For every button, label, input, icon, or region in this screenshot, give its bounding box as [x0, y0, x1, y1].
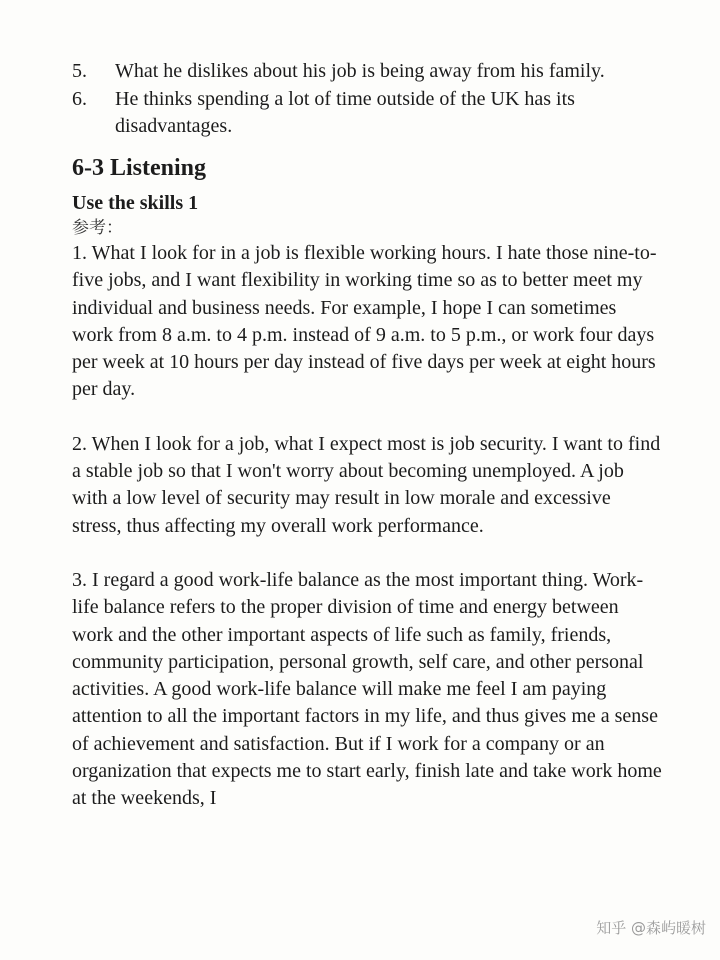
section-title: 6-3 Listening	[72, 155, 207, 181]
watermark: 知乎 @森屿暖树	[596, 919, 706, 937]
answer-paragraph-3: 3. I regard a good work-life balance as the most important thing. Work-life balance refers to the proper division of time and energy between work and the other important aspects of life such as family, friends, community participation, personal growth, self care, and other personal activities. A good work-life balance will make me feel I am paying attention to all the important factors in my life, and thus gives me a sense of achievement and satisfaction. But if I work for a company or an organization that expects me to start early, finish late and take work home at the weekends, I	[72, 568, 662, 810]
list-item-text: He thinks spending a lot of time outside of the UK has its disadvantages.	[115, 88, 575, 137]
answer-paragraph-2: 2. When I look for a job, what I expect most is job security. I want to find a stable job so that I won't worry about becoming unemployed. A job with a low level of security may result in low morale and excessive stress, thus affecting my overall work performance.	[72, 432, 661, 537]
reference-label: 参考：	[72, 218, 123, 238]
list-item-6	[72, 86, 662, 140]
list-item-5	[72, 58, 662, 85]
list-number: 6.	[72, 88, 87, 110]
list-item-text: What he dislikes about his job is being away from his family.	[115, 60, 605, 82]
list-number: 5.	[72, 60, 87, 82]
answer-paragraph-1: 1. What I look for in a job is flexible working hours. I hate those nine-to-five jobs, and I want flexibility in working time so as to better meet my individual and business needs. For example, I hope I can sometimes work from 8 a.m. to 4 p.m. instead of 9 a.m. to 5 p.m., or work four days per week at 10 hours per day instead of five days per week at eight hours per day.	[72, 242, 657, 401]
subheading: Use the skills 1	[72, 192, 199, 214]
document-page	[72, 58, 662, 840]
